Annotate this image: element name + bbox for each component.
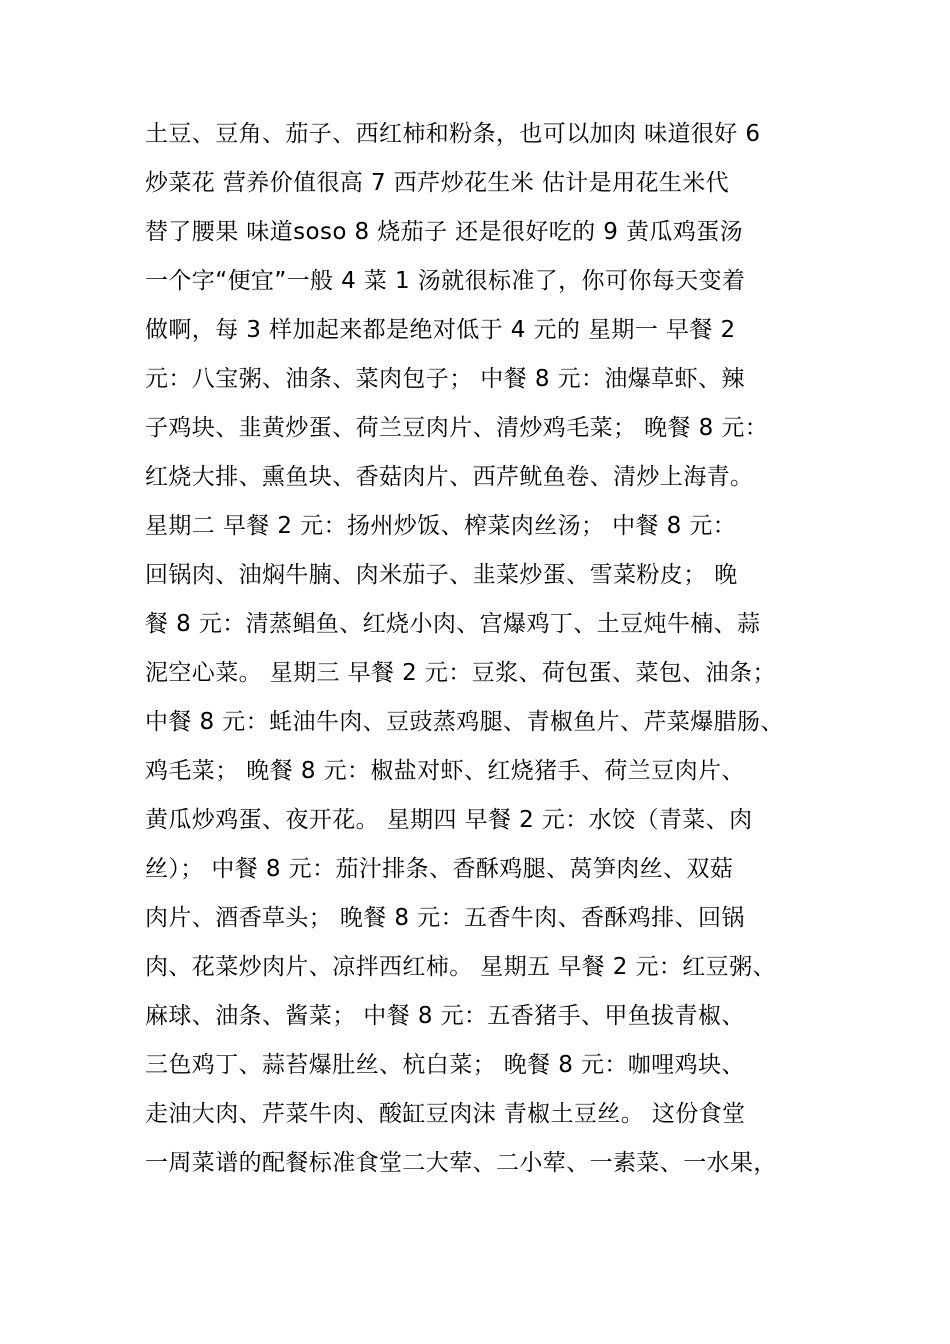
text-line: 炒菜花 营养价值很高 7 西芹炒花生米 估计是用花生米代 <box>145 170 730 196</box>
text-line: 子鸡块、韭黄炒蛋、荷兰豆肉片、清炒鸡毛菜； 晚餐 8 元： <box>145 415 769 441</box>
text-line: 土豆、豆角、茄子、西红柿和粉条，也可以加肉 味道很好 6 <box>145 121 761 147</box>
text-line: 回锅肉、油焖牛腩、肉米茄子、韭菜炒蛋、雪菜粉皮； 晚 <box>145 562 738 588</box>
text-line: 泥空心菜。 星期三 早餐 2 元：豆浆、荷包蛋、菜包、油条； <box>145 660 776 686</box>
text-line: 三色鸡丁、蒜苔爆肚丝、杭白菜； 晚餐 8 元：咖哩鸡块、 <box>145 1052 745 1078</box>
text-line: 麻球、油条、酱菜； 中餐 8 元：五香猪手、甲鱼拔青椒、 <box>145 1003 745 1029</box>
text-line: 肉、花菜炒肉片、凉拌西红柿。 星期五 早餐 2 元：红豆粥、 <box>145 954 776 980</box>
text-line: 元：八宝粥、油条、菜肉包子； 中餐 8 元：油爆草虾、辣 <box>145 366 745 392</box>
text-line: 走油大肉、芹菜牛肉、酸缸豆肉沫 青椒土豆丝。 这份食堂 <box>145 1101 746 1127</box>
text-line: 星期二 早餐 2 元：扬州炒饭、榨菜肉丝汤； 中餐 8 元： <box>145 513 737 539</box>
text-line: 丝）； 中餐 8 元：茄汁排条、香酥鸡腿、莴笋肉丝、双菇 <box>145 856 734 882</box>
text-line: 一周菜谱的配餐标准食堂二大荤、二小荤、一素菜、一水果， <box>145 1150 777 1176</box>
text-line: 红烧大排、熏鱼块、香菇肉片、西芹鱿鱼卷、清炒上海青。 <box>145 464 754 490</box>
text-line: 中餐 8 元：蚝油牛肉、豆豉蒸鸡腿、青椒鱼片、芹菜爆腊肠、 <box>145 709 784 735</box>
text-line: 一个字“便宜”一般 4 菜 1 汤就很标准了，你可你每天变着 <box>145 268 746 294</box>
body-text <box>145 110 815 1188</box>
text-line: 鸡毛菜； 晚餐 8 元：椒盐对虾、红烧猪手、荷兰豆肉片、 <box>145 758 745 784</box>
text-line: 餐 8 元：清蒸鲳鱼、红烧小肉、宫爆鸡丁、土豆炖牛楠、蒜 <box>145 611 761 637</box>
text-line: 肉片、酒香草头； 晚餐 8 元：五香牛肉、香酥鸡排、回锅 <box>145 905 745 931</box>
text-line: 替了腰果 味道soso 8 烧茄子 还是很好吃的 9 黄瓜鸡蛋汤 <box>145 219 744 245</box>
text-line: 黄瓜炒鸡蛋、夜开花。 星期四 早餐 2 元：水饺（青菜、肉 <box>145 807 753 833</box>
text-line: 做啊，每 3 样加起来都是绝对低于 4 元的 星期一 早餐 2 <box>145 317 736 343</box>
